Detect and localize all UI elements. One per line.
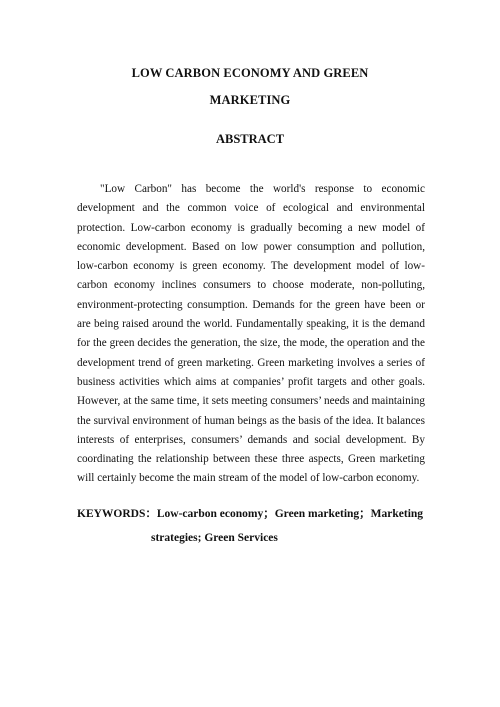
abstract-paragraph: "Low Carbon" has become the world's response to economic development and the common voice of ecological and environmental protection. Low-carbon economy is gradually becoming a new model of economic development. Based on low power consumption and pollution, low-carbon economy is green economy. The development model of low-carbon economy inclines consumers to choose moderate, non-polluting, environment-protecting consumption. Demands for the green have been or are being raised around the world. Fundamentally speaking, it is the demand for the green decides the generation, the size, the mode, the operation and the development trend of green marketing. Green marketing involves a series of business activities which aims at companies’ profit targets and other goals. However, at the same time, it sets meeting consumers’ needs and maintaining the survival environment of human beings as the basis of the idea. It balances interests of enterprises, consumers’ demands and social development. By coordinating the relationship between these three aspects, Green marketing will certainly become the main stream of the model of low-carbon economy.	[77, 183, 425, 485]
abstract-heading: ABSTRACT	[215, 132, 285, 146]
document-title-line-1: LOW CARBON ECONOMY AND GREEN	[131, 66, 369, 80]
document-title-line-2: MARKETING	[209, 93, 291, 107]
keywords-line-2: strategies; Green Services	[151, 532, 278, 544]
keywords-line-1: KEYWORDS：Low-carbon economy；Green marketing；Marketing	[77, 508, 424, 520]
